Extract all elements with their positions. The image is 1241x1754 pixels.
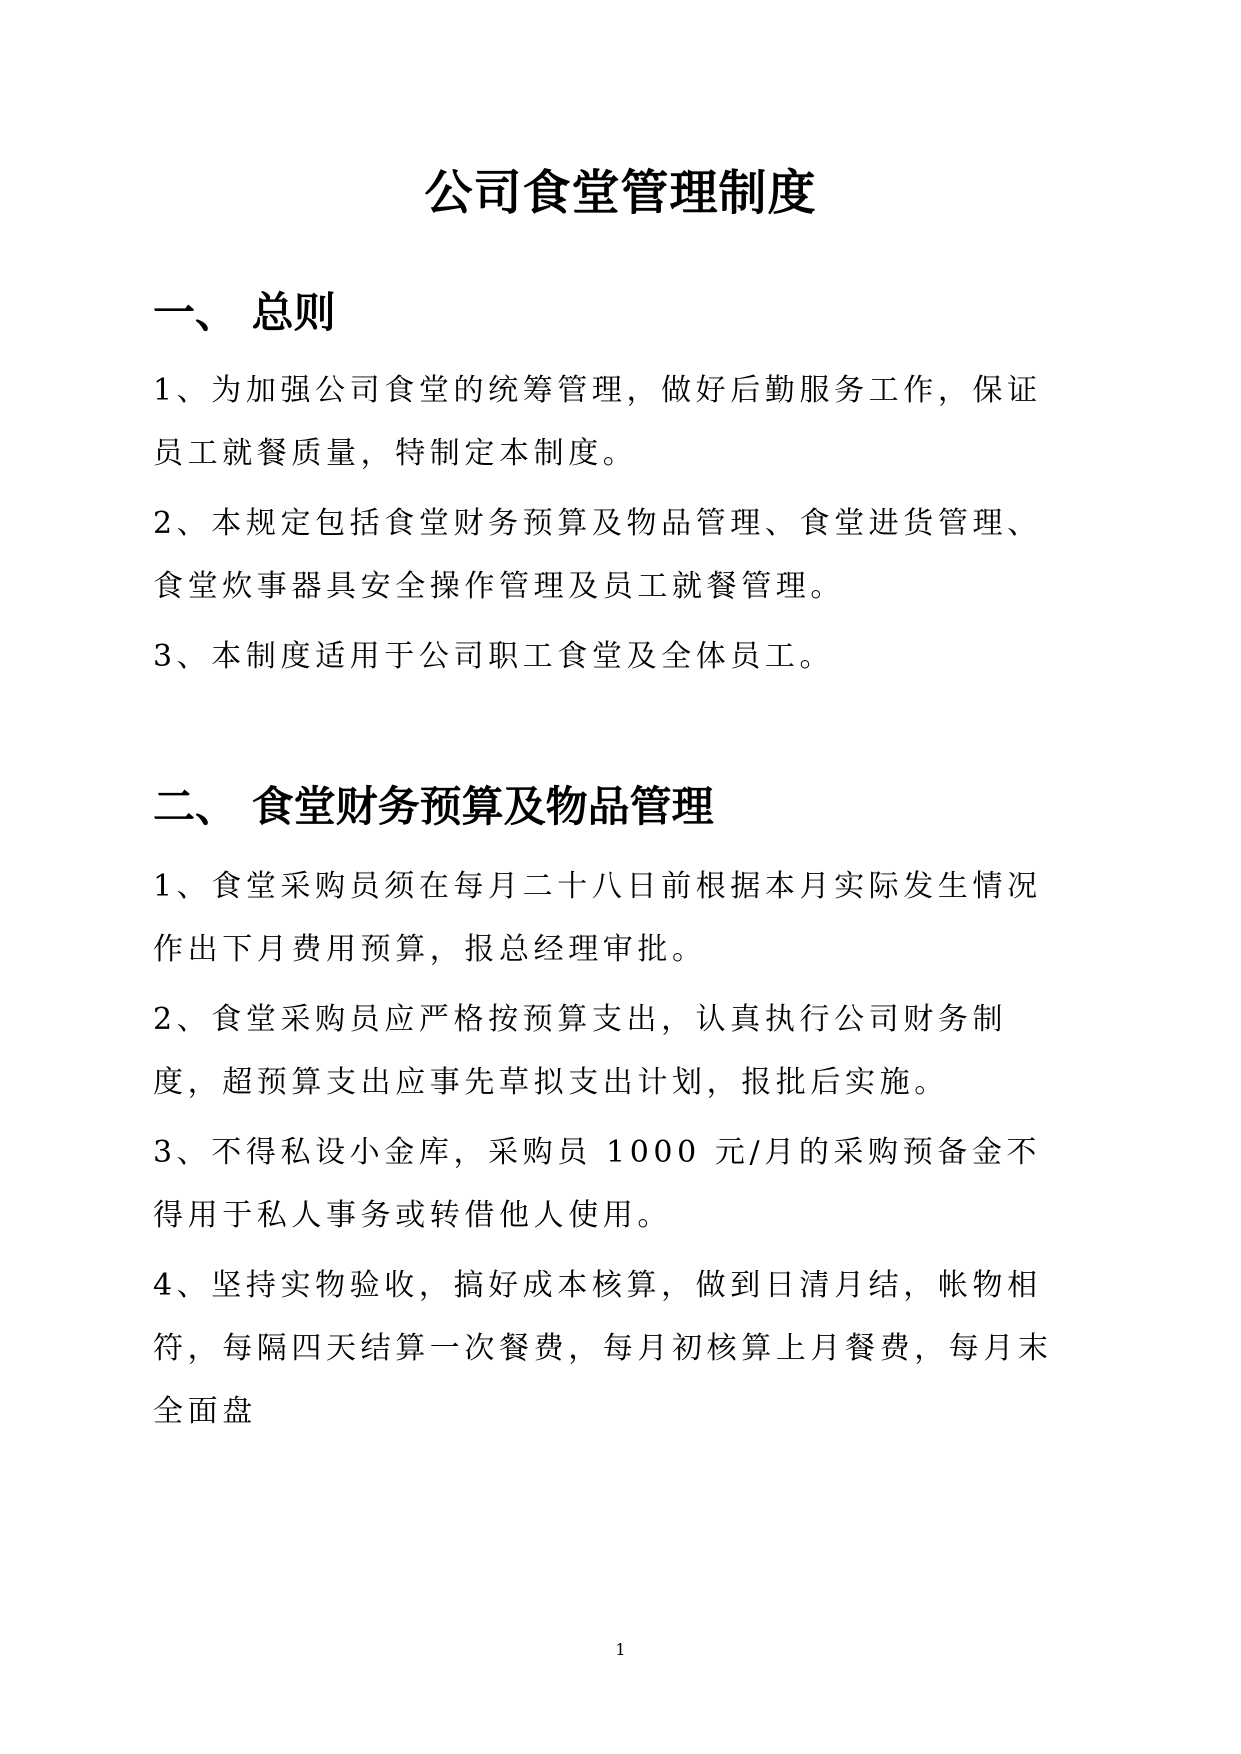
paragraph: 1、为加强公司食堂的统筹管理，做好后勤服务工作，保证员工就餐质量，特制定本制度。 xyxy=(153,373,1042,471)
paragraph: 3、本制度适用于公司职工食堂及全体员工。 xyxy=(153,639,835,674)
paragraph: 2、本规定包括食堂财务预算及物品管理、食堂进货管理、食堂炊事器具安全操作管理及员工就餐管理。 xyxy=(153,506,1042,604)
page-number: 1 xyxy=(615,1640,626,1659)
paragraph: 1、食堂采购员须在每月二十八日前根据本月实际发生情况作出下月费用预算，报总经理审批。 xyxy=(153,869,1042,967)
document-title: 公司食堂管理制度 xyxy=(424,165,817,221)
paragraph: 3、不得私设小金库，采购员 1000 元/月的采购预备金不得用于私人事务或转借他人使用。 xyxy=(153,1135,1042,1233)
section-heading-general: 一、 总则 xyxy=(153,288,336,337)
section-heading-finance: 二、 食堂财务预算及物品管理 xyxy=(153,782,714,831)
paragraph: 4、坚持实物验收，搞好成本核算，做到日清月结，帐物相符，每隔四天结算一次餐费，每月初核算上月餐费，每月末全面盘 xyxy=(153,1268,1053,1429)
paragraph: 2、食堂采购员应严格按预算支出，认真执行公司财务制度，超预算支出应事先草拟支出计划，报批后实施。 xyxy=(153,1002,1008,1100)
